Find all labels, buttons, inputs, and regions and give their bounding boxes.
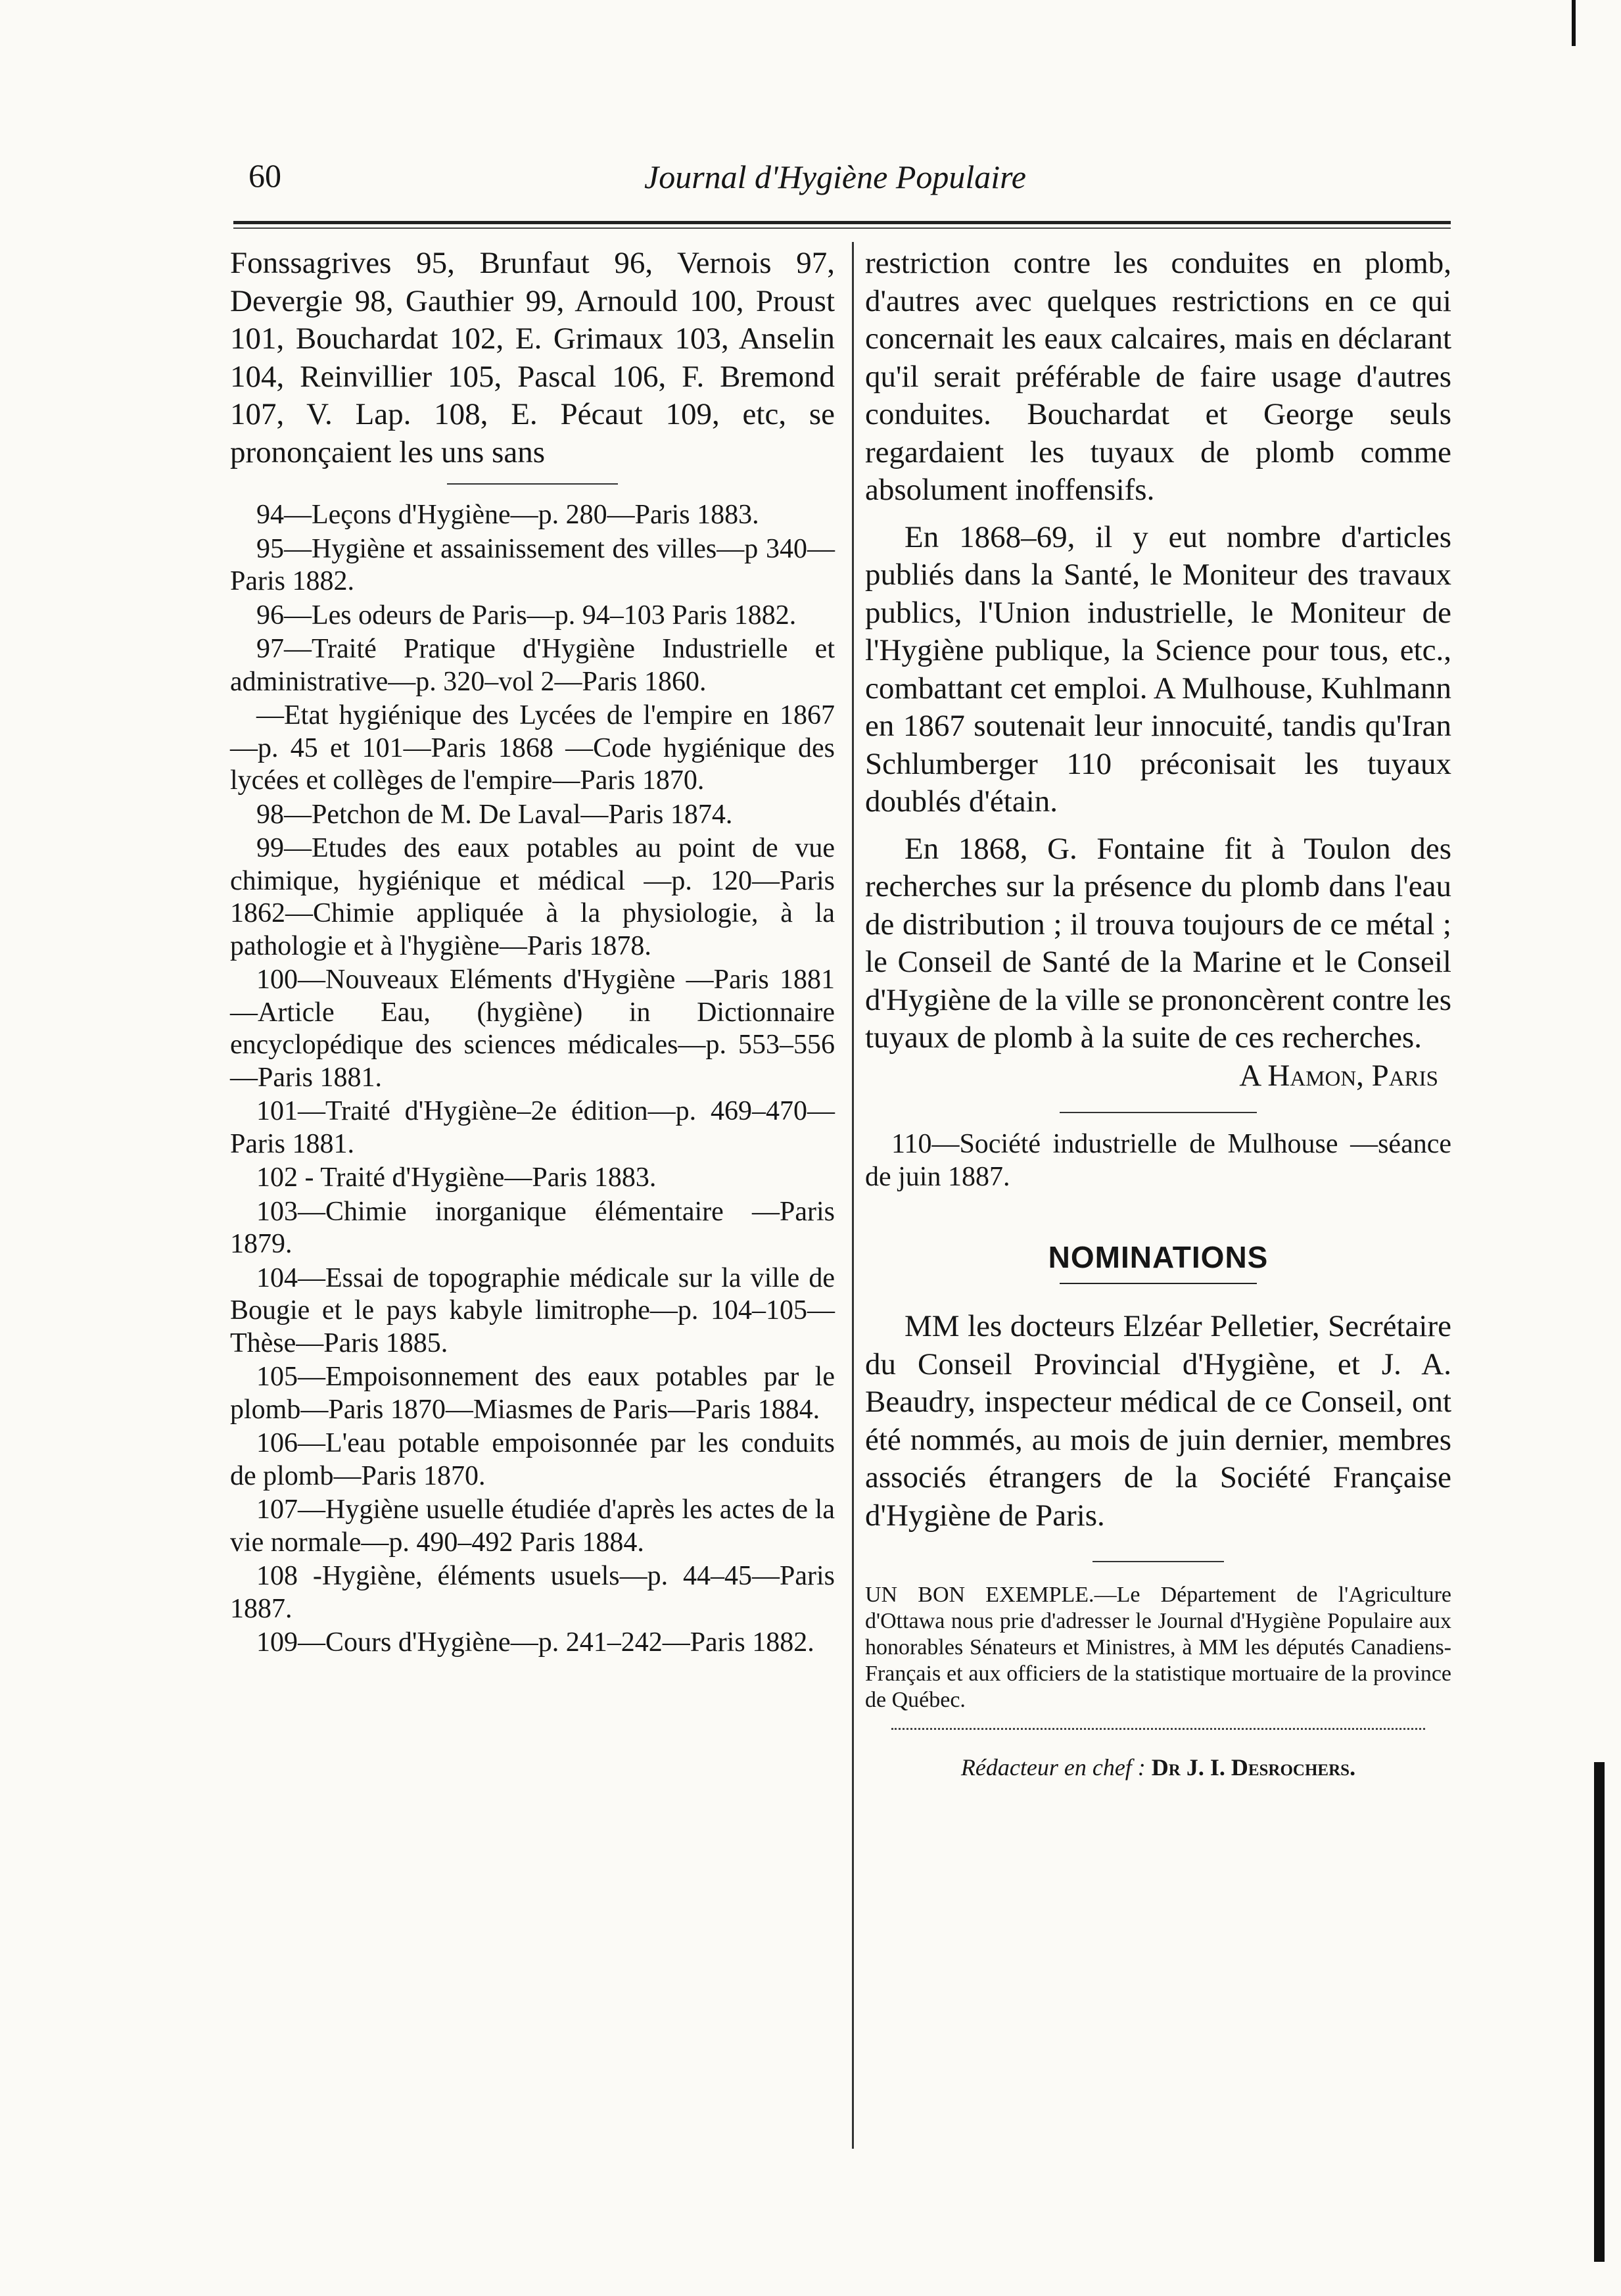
footnote-103: 103—Chimie inorganique élémentaire —Paris 1879. xyxy=(230,1196,835,1259)
announcement-label: UN BON EXEMPLE. xyxy=(865,1583,1094,1607)
scan-edge-mark-bottom xyxy=(1594,1762,1605,2262)
article-signature: A Hamon, Paris xyxy=(1239,1058,1438,1093)
left-column xyxy=(230,245,835,1661)
footnote-102: 102 - Traité d'Hygiène—Paris 1883. xyxy=(256,1162,657,1193)
section-heading-rule xyxy=(1060,1283,1257,1284)
announcement-paragraph xyxy=(865,1582,1451,1713)
footnote-97-cont: —Etat hygiénique des Lycées de l'empire en 1867—p. 45 et 101—Paris 1868 —Code hygiénique des lycées et collèges de l'empire—Paris 1870. xyxy=(230,700,835,796)
footnote-107: 107—Hygiène usuelle étudiée d'après les actes de la vie normale—p. 490–492 Paris 1884. xyxy=(230,1495,835,1558)
scan-edge-mark-top xyxy=(1572,0,1576,46)
footnote-101: 101—Traité d'Hygiène–2e édition—p. 469–470—Paris 1881. xyxy=(230,1096,835,1159)
section-heading-nominations: NOMINATIONS xyxy=(1048,1240,1269,1274)
footnote-97: 97—Traité Pratique d'Hygiène Industrielle et administrative—p. 320–vol 2—Paris 1860. xyxy=(230,634,835,697)
right-paragraph-2: En 1868–69, il y eut nombre d'articles publiés dans la Santé, le Moniteur des travaux publics, l'Union industrielle, le Moniteur de l'Hygiène publique, la Science pour tous, etc., combattant cet emploi. A Mulhouse, Kuhlmann en 1867 soutenait leur innocuité, tandis qu'Iran Schlumberger 110 préconisait les tuyaux doublés d'étain. xyxy=(865,519,1451,819)
footnote-109: 109—Cours d'Hygiène—p. 241–242—Paris 1882. xyxy=(256,1627,814,1658)
footnote-106: 106—L'eau potable empoisonnée par les conduits de plomb—Paris 1870. xyxy=(230,1428,835,1491)
announcement-separator xyxy=(1092,1561,1224,1562)
dotted-separator xyxy=(891,1728,1425,1730)
footnote-separator xyxy=(447,483,618,485)
footnote-94: 94—Leçons d'Hygiène—p. 280—Paris 1883. xyxy=(256,500,759,530)
footnote-96: 96—Les odeurs de Paris—p. 94–103 Paris 1882. xyxy=(256,600,797,631)
footnote-list xyxy=(230,499,835,1660)
page-number: 60 xyxy=(248,157,281,194)
footnote-separator-right xyxy=(1060,1112,1257,1113)
editor-name: Dr J. I. Desrochers. xyxy=(1151,1754,1356,1781)
footnote-105: 105—Empoisonnement des eaux potables par le plomb—Paris 1870—Miasmes de Paris—Paris 1884. xyxy=(230,1362,835,1425)
editor-role: Rédacteur en chef : xyxy=(960,1754,1146,1781)
footnote-100: 100—Nouveaux Eléments d'Hygiène —Paris 1881—Article Eau, (hygiène) in Dictionnaire encyclopédique des sciences médicales—p. 553–556—Paris 1881. xyxy=(230,965,835,1093)
footnote-98: 98—Petchon de M. De Laval—Paris 1874. xyxy=(256,799,733,830)
footnote-95: 95—Hygiène et assainissement des villes—p 340—Paris 1882. xyxy=(230,533,835,596)
right-paragraph-1: restriction contre les conduites en plomb, d'autres avec quelques restrictions en ce qui concernait les eaux calcaires, mais en déclarant qu'il serait préférable de faire usage d'autres conduites. Bouchardat et George seuls regardaient les tuyaux de plomb comme absolument inoffensifs. xyxy=(865,246,1451,507)
footnote-99: 99—Etudes des eaux potables au point de vue chimique, hygiénique et médical —p. 120—Paris 1862—Chimie appliquée à la physiologie, à la pathologie et à l'hygiène—Paris 1878. xyxy=(230,833,835,961)
column-divider xyxy=(852,242,854,2149)
header-rule-thin xyxy=(233,227,1451,229)
footnote-108: 108 -Hygiène, éléments usuels—p. 44–45—Paris 1887. xyxy=(230,1561,835,1624)
right-column xyxy=(865,245,1451,1781)
footnote-104: 104—Essai de topographie médicale sur la ville de Bougie et le pays kabyle limitrophe—p. 104–105—Thèse—Paris 1885. xyxy=(230,1262,835,1358)
footnote-110: 110—Société industrielle de Mulhouse —séance de juin 1887. xyxy=(865,1129,1451,1192)
editor-line xyxy=(865,1754,1451,1781)
left-body-text: Fonssagrives 95, Brunfaut 96, Vernois 97, Devergie 98, Gauthier 99, Arnould 100, Proust 101, Bouchardat 102, E. Grimaux 103, Anselin 104, Reinvillier 105, Pascal 106, F. Bremond 107, V. Lap. 108, E. Pécaut 109, etc, se prononçaient les uns sans xyxy=(230,246,835,469)
header-rule-thick xyxy=(233,221,1451,224)
right-paragraph-3: En 1868, G. Fontaine fit à Toulon des recherches sur la présence du plomb dans l'eau de distribution ; il trouva toujours de ce métal ; le Conseil de Santé de la Marine et le Conseil d'Hygiène de la ville se prononcèrent contre les tuyaux de plomb à la suite de ces recherches. xyxy=(865,831,1451,1055)
nominations-paragraph: MM les docteurs Elzéar Pelletier, Secrétaire du Conseil Provincial d'Hygiène, et J. A. Beaudry, inspecteur médical de ce Conseil, ont été nommés, au mois de juin dernier, membres associés étrangers de la Société Française d'Hygiène de Paris. xyxy=(865,1309,1451,1533)
announcement-text: —Le Département de l'Agriculture d'Ottawa nous prie d'adresser le Journal d'Hygiène Populaire aux honorables Sénateurs et Ministres, à MM les députés Canadiens-Français et aux officiers de la statistique mortuaire de la province de Québec. xyxy=(865,1583,1451,1712)
running-title: Journal d'Hygiène Populaire xyxy=(644,158,1026,195)
